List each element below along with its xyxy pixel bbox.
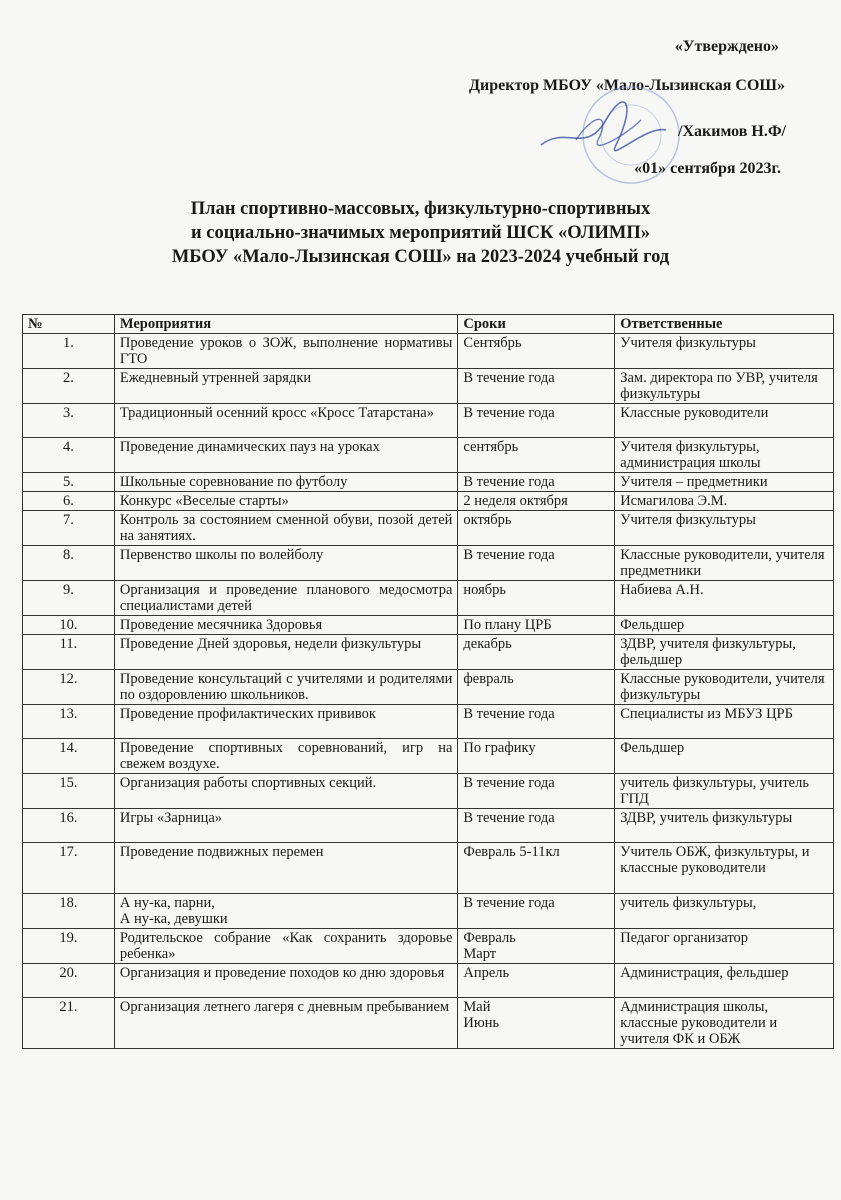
table-row bbox=[23, 492, 834, 511]
header-event: Мероприятия bbox=[114, 315, 458, 334]
header-dates: Сроки bbox=[458, 315, 615, 334]
table-row bbox=[23, 438, 834, 473]
cell-number: 6. bbox=[23, 492, 115, 511]
table-row bbox=[23, 670, 834, 705]
table-row bbox=[23, 404, 834, 438]
cell-dates: Апрель bbox=[458, 964, 615, 998]
cell-event: Организация и проведение планового медосмотра специалистами детей bbox=[114, 581, 458, 616]
cell-event: Игры «Зарница» bbox=[114, 809, 458, 843]
cell-dates: Сентябрь bbox=[458, 334, 615, 369]
cell-number: 17. bbox=[23, 843, 115, 894]
cell-number: 2. bbox=[23, 369, 115, 404]
table-header-row bbox=[23, 315, 834, 334]
cell-number: 21. bbox=[23, 998, 115, 1049]
cell-number: 14. bbox=[23, 739, 115, 774]
events-table bbox=[22, 314, 834, 1049]
cell-dates: ноябрь bbox=[458, 581, 615, 616]
table-row bbox=[23, 511, 834, 546]
stamp-signature-icon bbox=[536, 85, 686, 195]
cell-number: 10. bbox=[23, 616, 115, 635]
table-row bbox=[23, 369, 834, 404]
cell-responsible: Специалисты из МБУЗ ЦРБ bbox=[615, 705, 834, 739]
cell-event: Организация работы спортивных секций. bbox=[114, 774, 458, 809]
cell-responsible: Классные руководители bbox=[615, 404, 834, 438]
cell-event: А ну-ка, парни, А ну-ка, девушки bbox=[114, 894, 458, 929]
cell-dates: Февраль 5-11кл bbox=[458, 843, 615, 894]
table-row bbox=[23, 546, 834, 581]
cell-event: Проведение консультаций с учителями и родителями по оздоровлению школьников. bbox=[114, 670, 458, 705]
director-line: Директор МБОУ «Мало-Лызинская СОШ» bbox=[469, 77, 785, 94]
cell-responsible: Администрация школы, классные руководители и учителя ФК и ОБЖ bbox=[615, 998, 834, 1049]
cell-number: 19. bbox=[23, 929, 115, 964]
cell-responsible: Учителя физкультуры, администрация школы bbox=[615, 438, 834, 473]
table-row bbox=[23, 809, 834, 843]
cell-responsible: Исмагилова Э.М. bbox=[615, 492, 834, 511]
table-row bbox=[23, 334, 834, 369]
cell-number: 15. bbox=[23, 774, 115, 809]
table-row bbox=[23, 894, 834, 929]
cell-responsible: учитель физкультуры, bbox=[615, 894, 834, 929]
cell-responsible: Учителя – предметники bbox=[615, 473, 834, 492]
table-row bbox=[23, 774, 834, 809]
cell-responsible: Учителя физкультуры bbox=[615, 334, 834, 369]
cell-dates: В течение года bbox=[458, 404, 615, 438]
cell-responsible: Зам. директора по УВР, учителя физкультуры bbox=[615, 369, 834, 404]
cell-number: 11. bbox=[23, 635, 115, 670]
cell-responsible: Классные руководители, учителя физкультуры bbox=[615, 670, 834, 705]
approval-date: «01» сентября 2023г. bbox=[634, 160, 781, 177]
cell-event: Школьные соревнование по футболу bbox=[114, 473, 458, 492]
cell-dates: В течение года bbox=[458, 546, 615, 581]
cell-dates: В течение года bbox=[458, 369, 615, 404]
cell-event: Организация летнего лагеря с дневным пребыванием bbox=[114, 998, 458, 1049]
table-row bbox=[23, 964, 834, 998]
cell-dates: В течение года bbox=[458, 705, 615, 739]
cell-dates: По графику bbox=[458, 739, 615, 774]
cell-responsible: учитель физкультуры, учитель ГПД bbox=[615, 774, 834, 809]
cell-number: 7. bbox=[23, 511, 115, 546]
cell-number: 20. bbox=[23, 964, 115, 998]
cell-event: Проведение Дней здоровья, недели физкультуры bbox=[114, 635, 458, 670]
signer-name: /Хакимов Н.Ф/ bbox=[678, 123, 786, 140]
cell-number: 9. bbox=[23, 581, 115, 616]
cell-responsible: Фельдшер bbox=[615, 739, 834, 774]
cell-dates: В течение года bbox=[458, 894, 615, 929]
cell-event: Проведение динамических пауз на уроках bbox=[114, 438, 458, 473]
table-row bbox=[23, 998, 834, 1049]
cell-event: Контроль за состоянием сменной обуви, позой детей на занятиях. bbox=[114, 511, 458, 546]
header-responsible: Ответственные bbox=[615, 315, 834, 334]
header-number: № bbox=[23, 315, 115, 334]
table-body bbox=[23, 334, 834, 1049]
cell-number: 1. bbox=[23, 334, 115, 369]
page-title bbox=[0, 197, 841, 269]
cell-event: Проведение уроков о ЗОЖ, выполнение нормативы ГТО bbox=[114, 334, 458, 369]
cell-dates: февраль bbox=[458, 670, 615, 705]
table-row bbox=[23, 581, 834, 616]
title-line-2: и социально-значимых мероприятий ШСК «ОЛИМП» bbox=[190, 223, 651, 243]
cell-dates: В течение года bbox=[458, 774, 615, 809]
cell-dates: В течение года bbox=[458, 473, 615, 492]
cell-dates: Май Июнь bbox=[458, 998, 615, 1049]
cell-number: 3. bbox=[23, 404, 115, 438]
table-row bbox=[23, 616, 834, 635]
approved-label: «Утверждено» bbox=[674, 38, 779, 55]
table-row bbox=[23, 705, 834, 739]
cell-number: 13. bbox=[23, 705, 115, 739]
table-row bbox=[23, 473, 834, 492]
table-row bbox=[23, 929, 834, 964]
cell-responsible: Учителя физкультуры bbox=[615, 511, 834, 546]
title-line-3: МБОУ «Мало-Лызинская СОШ» на 2023-2024 учебный год bbox=[171, 247, 670, 267]
cell-event: Конкурс «Веселые старты» bbox=[114, 492, 458, 511]
cell-responsible: Фельдшер bbox=[615, 616, 834, 635]
cell-dates: По плану ЦРБ bbox=[458, 616, 615, 635]
cell-responsible: ЗДВР, учитель физкультуры bbox=[615, 809, 834, 843]
cell-responsible: Администрация, фельдшер bbox=[615, 964, 834, 998]
cell-event: Ежедневный утренней зарядки bbox=[114, 369, 458, 404]
cell-event: Первенство школы по волейболу bbox=[114, 546, 458, 581]
cell-number: 5. bbox=[23, 473, 115, 492]
cell-number: 18. bbox=[23, 894, 115, 929]
table-row bbox=[23, 635, 834, 670]
cell-dates: Февраль Март bbox=[458, 929, 615, 964]
cell-number: 4. bbox=[23, 438, 115, 473]
cell-responsible: Набиева А.Н. bbox=[615, 581, 834, 616]
cell-event: Проведение профилактических прививок bbox=[114, 705, 458, 739]
cell-dates: декабрь bbox=[458, 635, 615, 670]
cell-responsible: Педагог организатор bbox=[615, 929, 834, 964]
cell-dates: октябрь bbox=[458, 511, 615, 546]
title-line-1: План спортивно-массовых, физкультурно-спортивных bbox=[190, 199, 651, 219]
cell-number: 16. bbox=[23, 809, 115, 843]
cell-dates: В течение года bbox=[458, 809, 615, 843]
cell-number: 8. bbox=[23, 546, 115, 581]
cell-responsible: Классные руководители, учителя предметники bbox=[615, 546, 834, 581]
table-row bbox=[23, 843, 834, 894]
cell-event: Организация и проведение походов ко дню здоровья bbox=[114, 964, 458, 998]
cell-event: Проведение спортивных соревнований, игр на свежем воздухе. bbox=[114, 739, 458, 774]
cell-responsible: ЗДВР, учителя физкультуры, фельдшер bbox=[615, 635, 834, 670]
cell-event: Проведение подвижных перемен bbox=[114, 843, 458, 894]
cell-event: Родительское собрание «Как сохранить здоровье ребенка» bbox=[114, 929, 458, 964]
cell-number: 12. bbox=[23, 670, 115, 705]
cell-dates: 2 неделя октября bbox=[458, 492, 615, 511]
cell-event: Традиционный осенний кросс «Кросс Татарстана» bbox=[114, 404, 458, 438]
cell-dates: сентябрь bbox=[458, 438, 615, 473]
table-row bbox=[23, 739, 834, 774]
cell-responsible: Учитель ОБЖ, физкультуры, и классные руководители bbox=[615, 843, 834, 894]
cell-event: Проведение месячника Здоровья bbox=[114, 616, 458, 635]
